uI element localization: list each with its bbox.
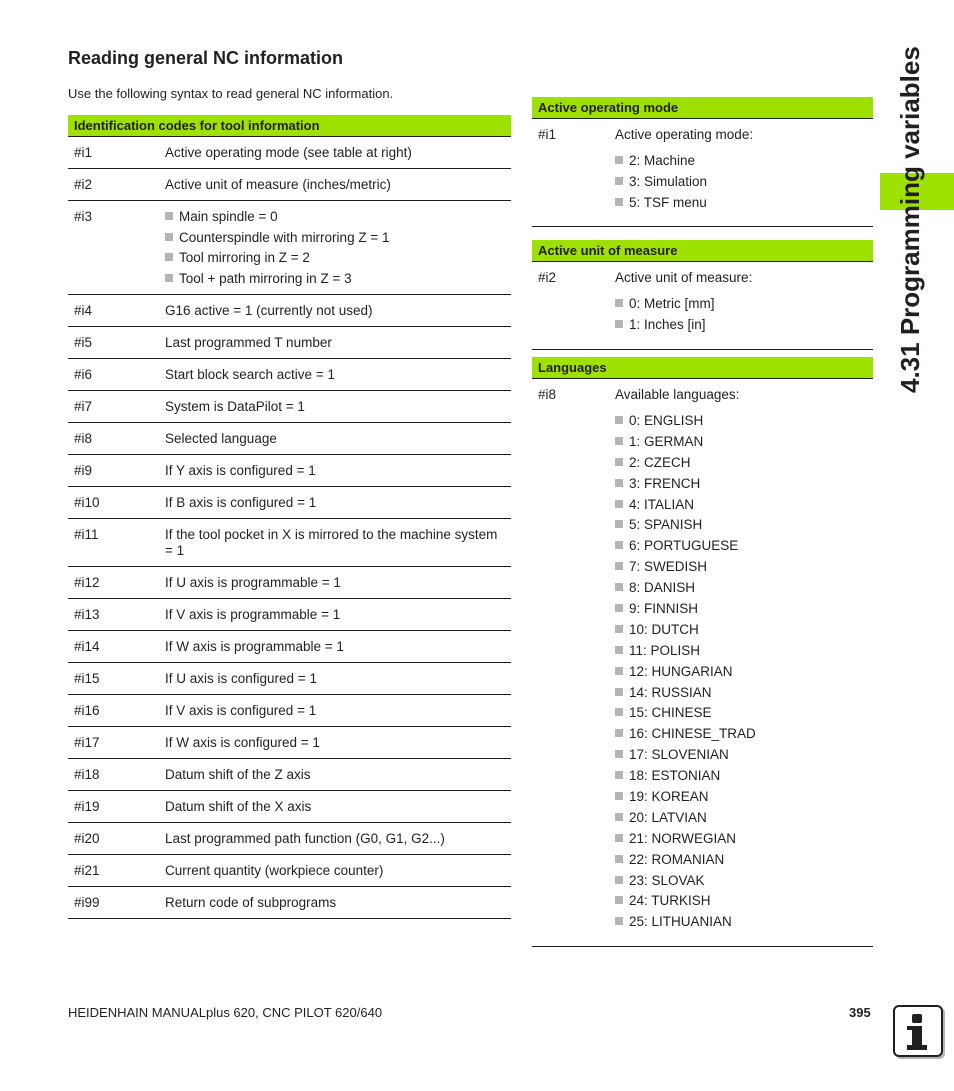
bullet-item: 17: SLOVENIAN: [615, 747, 867, 763]
code-cell: #i18: [74, 766, 100, 782]
bullet-item: 11: POLISH: [615, 643, 867, 659]
code-cell: #i21: [74, 862, 100, 878]
bullet-item: 0: ENGLISH: [615, 413, 867, 429]
bullet-item: Tool mirroring in Z = 2: [165, 250, 505, 266]
description-cell: System is DataPilot = 1: [165, 398, 305, 414]
bullet-item: 15: CHINESE: [615, 705, 867, 721]
description-cell: If W axis is programmable = 1: [165, 638, 344, 654]
code-cell: #i17: [74, 734, 100, 750]
identification-codes-table: [68, 115, 511, 919]
info-icon: [893, 1005, 943, 1057]
row-lead-text: Available languages:: [615, 387, 740, 402]
bullet-item: 3: FRENCH: [615, 476, 867, 492]
table-row: [68, 391, 511, 423]
table-row: [68, 327, 511, 359]
bullet-item: 2: CZECH: [615, 455, 867, 471]
code-cell: #i4: [74, 302, 93, 318]
table-row: [532, 119, 873, 227]
description-cell: If the tool pocket in X is mirrored to the machine system = 1: [165, 526, 498, 558]
table-body: [68, 137, 511, 919]
code-cell: #i99: [74, 894, 100, 910]
code-cell: #i20: [74, 830, 100, 846]
description-cell: [615, 127, 873, 215]
description-cell: Return code of subprograms: [165, 894, 337, 910]
bullet-item: 2: Machine: [615, 153, 867, 169]
table-row: [68, 567, 511, 599]
description-cell: G16 active = 1 (currently not used): [165, 302, 373, 318]
code-cell: #i5: [74, 334, 93, 350]
bullet-item: 10: DUTCH: [615, 622, 867, 638]
footer-text: HEIDENHAIN MANUALplus 620, CNC PILOT 620/640: [68, 1005, 383, 1020]
bullet-item: 20: LATVIAN: [615, 810, 867, 826]
table-row: [68, 295, 511, 327]
description-cell: Last programmed path function (G0, G1, G2...): [165, 830, 445, 846]
table-row: [68, 599, 511, 631]
description-cell: Current quantity (workpiece counter): [165, 862, 384, 878]
bullet-item: 16: CHINESE_TRAD: [615, 726, 867, 742]
code-cell: #i13: [74, 606, 100, 622]
table-row: [68, 169, 511, 201]
description-cell: Active operating mode (see table at right): [165, 145, 412, 160]
bullet-item: 9: FINNISH: [615, 601, 867, 617]
table-row: [532, 379, 873, 947]
code-cell: #i2: [538, 270, 557, 285]
table-row: [68, 487, 511, 519]
bullet-item: 7: SWEDISH: [615, 559, 867, 575]
description-cell: Datum shift of the Z axis: [165, 766, 311, 782]
code-cell: #i19: [74, 798, 100, 814]
bullet-item: 14: RUSSIAN: [615, 685, 867, 701]
description-cell: If V axis is programmable = 1: [165, 606, 341, 622]
bullet-item: 8: DANISH: [615, 580, 867, 596]
code-cell: #i1: [538, 127, 557, 142]
code-cell: #i2: [74, 177, 93, 192]
bullet-item: 12: HUNGARIAN: [615, 664, 867, 680]
code-cell: #i6: [74, 366, 93, 382]
table-header: Identification codes for tool information: [68, 115, 511, 137]
description-cell: Datum shift of the X axis: [165, 798, 312, 814]
description-cell: If V axis is configured = 1: [165, 702, 317, 718]
table-row: [68, 631, 511, 663]
code-cell: #i11: [74, 526, 99, 542]
table-row: [68, 201, 511, 295]
code-cell: #i12: [74, 574, 100, 590]
bullet-item: 22: ROMANIAN: [615, 852, 867, 868]
description-cell: Active unit of measure (inches/metric): [165, 177, 391, 192]
table-row: [68, 791, 511, 823]
table-header: Active operating mode: [532, 97, 873, 119]
table-row: [532, 262, 873, 350]
code-cell: #i1: [74, 145, 93, 160]
description-cell: Last programmed T number: [165, 334, 332, 350]
unit-of-measure-table: [532, 240, 873, 350]
bullet-item: 24: TURKISH: [615, 893, 867, 909]
description-cell: Selected language: [165, 430, 277, 446]
table-row: [68, 423, 511, 455]
section-intro: Use the following syntax to read general NC information.: [68, 86, 394, 101]
bullet-item: 23: SLOVAK: [615, 873, 867, 889]
bullet-item: Counterspindle with mirroring Z = 1: [165, 230, 505, 246]
description-cell: [615, 270, 873, 338]
description-cell: If W axis is configured = 1: [165, 734, 320, 750]
row-lead-text: Active operating mode:: [615, 127, 754, 142]
table-row: [68, 137, 511, 169]
bullet-item: Main spindle = 0: [165, 209, 505, 225]
operating-mode-table: [532, 97, 873, 227]
table-row: [68, 727, 511, 759]
description-cell: If U axis is programmable = 1: [165, 574, 341, 590]
code-cell: #i7: [74, 398, 93, 414]
table-row: [68, 823, 511, 855]
description-cell: If U axis is configured = 1: [165, 670, 317, 686]
code-cell: #i9: [74, 462, 93, 478]
bullet-item: 4: ITALIAN: [615, 497, 867, 513]
code-cell: #i8: [538, 387, 557, 402]
code-cell: #i10: [74, 494, 100, 510]
code-cell: #i14: [74, 638, 100, 654]
chapter-title: 4.31 Programming variables: [895, 46, 925, 393]
page-number: 395: [849, 1005, 871, 1020]
bullet-item: 5: SPANISH: [615, 517, 867, 533]
table-row: [68, 855, 511, 887]
bullet-item: 0: Metric [mm]: [615, 296, 867, 312]
code-cell: #i16: [74, 702, 100, 718]
table-row: [68, 455, 511, 487]
bullet-item: 3: Simulation: [615, 174, 867, 190]
bullet-item: 1: GERMAN: [615, 434, 867, 450]
table-row: [68, 759, 511, 791]
bullet-item: 18: ESTONIAN: [615, 768, 867, 784]
bullet-item: 5: TSF menu: [615, 195, 867, 211]
bullet-item: 6: PORTUGUESE: [615, 538, 867, 554]
section-title: Reading general NC information: [68, 48, 344, 68]
table-row: [68, 359, 511, 391]
bullet-item: 19: KOREAN: [615, 789, 867, 805]
table-header: Languages: [532, 357, 873, 379]
description-cell: [165, 209, 511, 287]
code-cell: #i8: [74, 430, 93, 446]
code-cell: #i3: [74, 209, 93, 224]
bullet-item: Tool + path mirroring in Z = 3: [165, 271, 505, 287]
languages-table: [532, 357, 873, 947]
row-lead-text: Active unit of measure:: [615, 270, 753, 285]
description-cell: If Y axis is configured = 1: [165, 462, 316, 478]
bullet-item: 1: Inches [in]: [615, 317, 867, 333]
description-cell: [615, 387, 873, 935]
bullet-item: 25: LITHUANIAN: [615, 914, 867, 930]
table-header: Active unit of measure: [532, 240, 873, 262]
table-row: [68, 887, 511, 919]
table-row: [68, 663, 511, 695]
code-cell: #i15: [74, 670, 100, 686]
description-cell: If B axis is configured = 1: [165, 494, 317, 510]
bullet-item: 21: NORWEGIAN: [615, 831, 867, 847]
table-row: [68, 695, 511, 727]
table-row: [68, 519, 511, 567]
description-cell: Start block search active = 1: [165, 366, 335, 382]
